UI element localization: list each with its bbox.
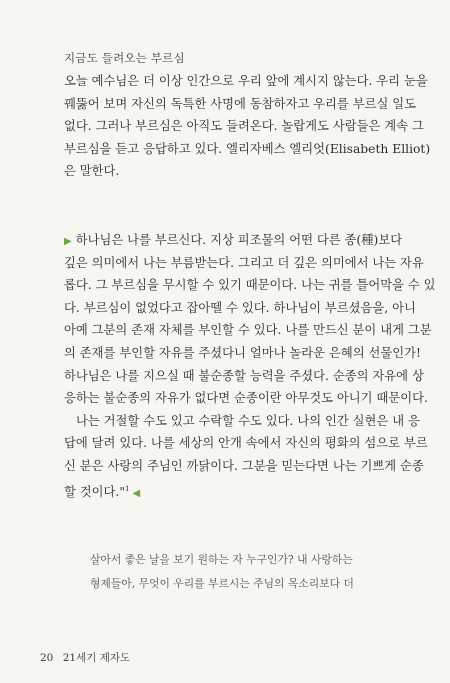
verse-line: 형제들아, 무엇이 우리를 부르시는 주님의 목소리보다 더: [90, 576, 354, 590]
text-line: 은 말한다.: [64, 164, 120, 179]
scripture-verse: [90, 548, 354, 595]
text-line: 하나님은 나를 지으실 때 불순종할 능력을 주셨다. 순종의 자유에 상: [64, 368, 424, 383]
intro-paragraph: [64, 70, 431, 183]
text-line: 깊은 의미에서 나는 부름받는다. 그리고 더 깊은 의미에서 나는 자유: [64, 255, 424, 270]
text-line: 신 분은 사랑의 주님인 까닭이다. 그분을 믿는다면 나는 기쁘게 순종: [64, 458, 424, 473]
footnote-marker: 1: [125, 484, 130, 493]
page-footer: [40, 650, 130, 665]
text-line: 아예 그분의 존재 자체를 부인할 수 있다. 나를 만드신 분이 내게 그분: [64, 323, 432, 338]
page-number: 20: [40, 652, 54, 664]
text-line: 부르심을 듣고 응답하고 있다. 엘리자베스 엘리엇(Elisabeth Elliot): [64, 141, 431, 156]
quote-last-line: 할 것이다."$^1$ ◀: [64, 478, 404, 501]
text-line: 하나님은 나를 부르신다. 지상 피조물의 어떤 다른 종(種)보다: [75, 233, 403, 247]
text-line: 의 존재를 부인할 자유를 주셨다니 얼마나 놀라운 은혜의 선물인가!: [64, 345, 421, 360]
text-line: 오늘 예수님은 더 이상 인간으로 우리 앞에 계시지 않는다. 우리 눈을: [64, 74, 428, 88]
text-line: 할 것이다.: [64, 484, 120, 499]
section-heading: 지금도 들려오는 부르심: [64, 51, 185, 65]
text-line: 꿰뚫어 보며 자신의 독특한 사명에 동참하자고 우리를 부르실 일도: [64, 96, 416, 111]
text-line: 롭다. 그 부르심을 무시할 수 있기 때문이다. 나는 귀를 틀어막을 수 있: [64, 278, 436, 293]
quote-end-marker-icon: ◀: [132, 487, 141, 499]
text-line: 답에 달려 있다. 나를 세상의 안개 속에서 자신의 평화의 섬으로 부르: [64, 436, 428, 451]
text-line: 응하는 불순종의 자유가 없다면 순종이란 아무것도 아니기 때문이다.: [64, 391, 428, 406]
text-line: 없다. 그러나 부르심은 아직도 들려온다. 놀랍게도 사람들은 계속 그: [64, 119, 424, 134]
book-title: 21세기 제자도: [62, 652, 131, 664]
quote-first-line: [64, 229, 404, 252]
text-line: 나는 거절할 수도 있고 수락할 수도 있다. 나의 인간 실현은 내 응: [76, 413, 420, 428]
quote-start-marker-icon: ▶: [64, 236, 72, 247]
verse-line: 살아서 좋은 날을 보기 원하는 자 누구인가? 내 사랑하는: [90, 553, 353, 566]
block-quote: [64, 229, 436, 500]
text-line: 다. 부르심이 없었다고 잡아뗄 수 있다. 하나님이 부르셨음을, 아니: [64, 300, 416, 315]
